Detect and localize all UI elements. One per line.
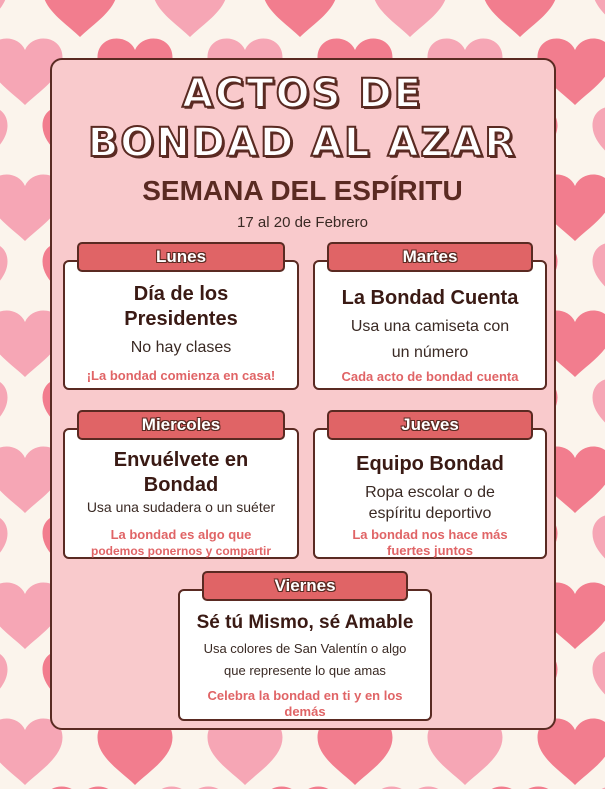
heart-icon [0, 651, 8, 717]
card-wednesday [63, 428, 299, 559]
thursday-body-line2: espíritu deportivo [368, 505, 492, 522]
tab-wednesday: Miercoles [77, 410, 285, 440]
friday-body-line1: Usa colores de San Valentín o algo [203, 641, 407, 656]
heart-icon [0, 243, 8, 309]
card-thursday [313, 428, 547, 559]
card-tuesday [313, 260, 547, 390]
tuesday-tagline: Cada acto de bondad cuenta [341, 369, 519, 384]
friday-title: Sé tú Mismo, sé Amable [196, 612, 414, 633]
heart-icon [593, 379, 605, 445]
friday-tagline-line1: Celebra la bondad en ti y en los [207, 688, 403, 703]
tab-monday: Lunes [77, 242, 285, 272]
tuesday-body-line1: Usa una camiseta con [350, 318, 510, 335]
tab-friday: Viernes [202, 571, 408, 601]
tab-tuesday: Martes [327, 242, 533, 272]
heart-icon [373, 0, 448, 37]
event-dates: 17 al 20 de Febrero [237, 214, 368, 231]
heart-icon [43, 0, 118, 37]
heart-icon [0, 515, 8, 581]
wednesday-title-line2: Bondad [143, 474, 219, 496]
thursday-title: Equipo Bondad [356, 453, 504, 475]
heart-icon [0, 0, 8, 37]
friday-tagline-line2: demás [284, 704, 326, 719]
page-title-line2: BONDAD AL AZAR [87, 120, 518, 166]
monday-tagline: ¡La bondad comienza en casa! [86, 368, 276, 383]
thursday-tagline-line1: La bondad nos hace más [352, 527, 508, 542]
page-title-line1: ACTOS DE [182, 71, 423, 117]
wednesday-body: Usa una sudadera o un suéter [86, 499, 276, 515]
monday-title-line2: Presidentes [124, 308, 238, 330]
thursday-tagline-line2: fuertes juntos [387, 543, 473, 558]
heart-icon [593, 515, 605, 581]
wednesday-tagline-line1: La bondad es algo que [110, 527, 252, 542]
heart-icon [0, 719, 63, 785]
card-friday [178, 589, 432, 721]
heart-icon [593, 0, 605, 37]
wednesday-tagline-line2: podemos ponernos y compartir [90, 544, 272, 558]
card-monday [63, 260, 299, 390]
heart-icon [483, 0, 558, 37]
heart-icon [0, 379, 8, 445]
tab-thursday: Jueves [327, 410, 533, 440]
thursday-body-line1: Ropa escolar o de [365, 484, 495, 501]
tuesday-title: La Bondad Cuenta [341, 287, 519, 309]
monday-title-line1: Día de los [133, 283, 229, 305]
friday-body-line2: que represente lo que amas [224, 663, 386, 678]
monday-body: No hay clases [130, 339, 232, 356]
heart-icon [263, 0, 338, 37]
page-subtitle: SEMANA DEL ESPÍRITU [142, 175, 463, 206]
wednesday-title-line1: Envuélvete en [113, 449, 249, 471]
heart-icon [593, 243, 605, 309]
tuesday-body-line2: un número [391, 344, 469, 361]
heart-icon [593, 651, 605, 717]
heart-icon [153, 0, 228, 37]
